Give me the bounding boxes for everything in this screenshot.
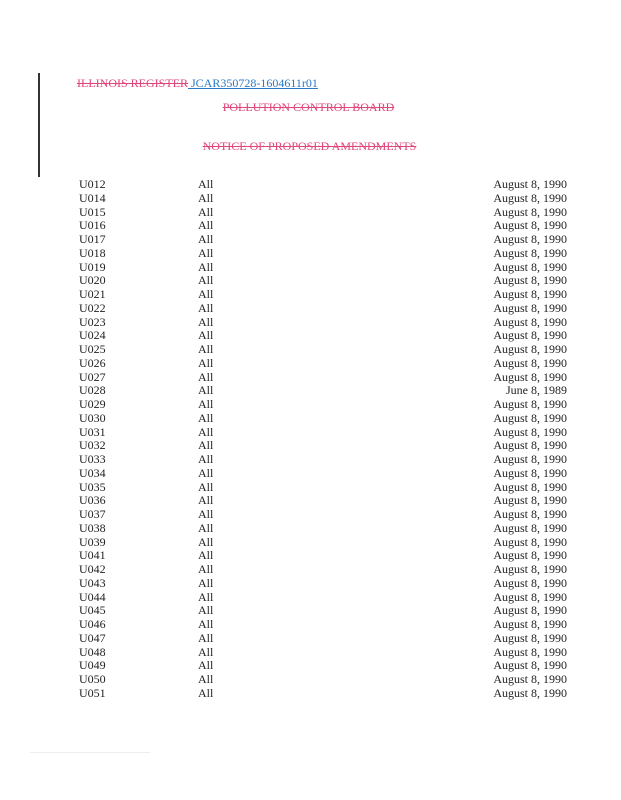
table-row [0, 453, 621, 467]
table-row [0, 563, 621, 577]
date-cell: August 8, 1990 [493, 300, 567, 315]
code-cell: U041 [79, 548, 106, 563]
table-row [0, 274, 621, 288]
scope-cell: All [198, 204, 214, 219]
table-row [0, 329, 621, 343]
code-cell: U050 [79, 672, 106, 686]
table-row [0, 508, 621, 522]
code-cell: U032 [79, 438, 106, 453]
code-cell: U029 [79, 397, 106, 411]
code-cell: U028 [79, 383, 106, 398]
code-cell: U012 [79, 177, 106, 191]
footer-divider [30, 752, 150, 753]
date-cell: August 8, 1990 [493, 287, 567, 301]
code-cell: U015 [79, 204, 106, 219]
date-cell: August 8, 1990 [493, 685, 567, 700]
notice-title: NOTICE OF PROPOSED AMENDMENTS [202, 139, 417, 153]
scope-cell: All [198, 355, 214, 370]
scope-cell: All [198, 190, 214, 205]
date-cell: August 8, 1990 [493, 245, 567, 260]
date-cell: August 8, 1990 [493, 534, 567, 549]
date-cell: August 8, 1990 [493, 658, 567, 673]
table-row [0, 343, 621, 357]
table-row [0, 646, 621, 660]
date-cell: August 8, 1990 [493, 342, 567, 356]
table-row [0, 439, 621, 453]
date-cell: August 8, 1990 [493, 190, 567, 205]
board-title: POLLUTION CONTROL BOARD [222, 100, 395, 114]
date-cell: August 8, 1990 [493, 438, 567, 453]
date-cell: August 8, 1990 [493, 644, 567, 659]
date-cell: August 8, 1990 [493, 328, 567, 343]
date-cell: August 8, 1990 [493, 465, 567, 480]
scope-cell: All [198, 493, 214, 508]
code-cell: U042 [79, 562, 106, 576]
code-cell: U046 [79, 617, 106, 631]
table-row [0, 412, 621, 426]
date-cell: August 8, 1990 [493, 314, 567, 329]
table-row [0, 357, 621, 371]
scope-cell: All [198, 342, 214, 356]
table-row [0, 302, 621, 316]
code-cell: U023 [79, 314, 106, 329]
table-row [0, 398, 621, 412]
waste-code-table [0, 178, 621, 701]
scope-cell: All [198, 232, 214, 246]
table-row [0, 659, 621, 673]
code-cell: U049 [79, 658, 106, 673]
date-cell: August 8, 1990 [493, 603, 567, 618]
scope-cell: All [198, 424, 214, 439]
scope-cell: All [198, 548, 214, 563]
date-cell: August 8, 1990 [493, 410, 567, 425]
scope-cell: All [198, 603, 214, 618]
table-row [0, 288, 621, 302]
date-cell: August 8, 1990 [493, 548, 567, 563]
scope-cell: All [198, 479, 214, 494]
table-row [0, 384, 621, 398]
date-cell: August 8, 1990 [493, 355, 567, 370]
date-cell: August 8, 1990 [493, 672, 567, 686]
code-cell: U038 [79, 520, 106, 535]
code-cell: U044 [79, 589, 106, 604]
code-cell: U026 [79, 355, 106, 370]
code-cell: U051 [79, 685, 106, 700]
date-cell: August 8, 1990 [493, 397, 567, 411]
scope-cell: All [198, 630, 214, 645]
code-cell: U019 [79, 259, 106, 274]
scope-cell: All [198, 328, 214, 343]
scope-cell: All [198, 314, 214, 329]
date-cell: August 8, 1990 [493, 493, 567, 508]
code-cell: U027 [79, 369, 106, 384]
scope-cell: All [198, 658, 214, 673]
code-cell: U035 [79, 479, 106, 494]
scope-cell: All [198, 273, 214, 288]
scope-cell: All [198, 410, 214, 425]
date-cell: August 8, 1990 [493, 479, 567, 494]
table-row [0, 673, 621, 687]
table-row [0, 522, 621, 536]
date-cell: August 8, 1990 [493, 232, 567, 246]
date-cell: June 8, 1989 [506, 383, 567, 398]
scope-cell: All [198, 177, 214, 191]
date-cell: August 8, 1990 [493, 204, 567, 219]
scope-cell: All [198, 245, 214, 260]
scope-cell: All [198, 465, 214, 480]
table-row [0, 687, 621, 701]
date-cell: August 8, 1990 [493, 273, 567, 288]
code-cell: U017 [79, 232, 106, 246]
code-cell: U033 [79, 452, 106, 466]
date-cell: August 8, 1990 [493, 177, 567, 191]
date-cell: August 8, 1990 [493, 452, 567, 466]
scope-cell: All [198, 507, 214, 521]
code-cell: U037 [79, 507, 106, 521]
scope-cell: All [198, 534, 214, 549]
table-row [0, 261, 621, 275]
date-cell: August 8, 1990 [493, 575, 567, 590]
table-row [0, 549, 621, 563]
code-cell: U045 [79, 603, 106, 618]
table-row [0, 371, 621, 385]
date-cell: August 8, 1990 [493, 424, 567, 439]
code-cell: U043 [79, 575, 106, 590]
code-cell: U039 [79, 534, 106, 549]
date-cell: August 8, 1990 [493, 218, 567, 233]
code-cell: U030 [79, 410, 106, 425]
table-row [0, 178, 621, 192]
date-cell: August 8, 1990 [493, 507, 567, 521]
code-cell: U047 [79, 630, 106, 645]
scope-cell: All [198, 259, 214, 274]
scope-cell: All [198, 438, 214, 453]
date-cell: August 8, 1990 [493, 630, 567, 645]
table-row [0, 233, 621, 247]
register-title-deleted: ILLINOIS REGISTER [77, 76, 188, 90]
code-cell: U031 [79, 424, 106, 439]
scope-cell: All [198, 383, 214, 398]
code-cell: U024 [79, 328, 106, 343]
code-cell: U048 [79, 644, 106, 659]
register-id-inserted: JCAR350728-1604611r01 [188, 76, 318, 90]
table-row [0, 618, 621, 632]
date-cell: August 8, 1990 [493, 562, 567, 576]
code-cell: U036 [79, 493, 106, 508]
table-row [0, 467, 621, 481]
code-cell: U034 [79, 465, 106, 480]
scope-cell: All [198, 575, 214, 590]
code-cell: U022 [79, 300, 106, 315]
table-row [0, 494, 621, 508]
scope-cell: All [198, 452, 214, 466]
table-row [0, 536, 621, 550]
code-cell: U016 [79, 218, 106, 233]
scope-cell: All [198, 300, 214, 315]
date-cell: August 8, 1990 [493, 259, 567, 274]
scope-cell: All [198, 562, 214, 576]
table-row [0, 316, 621, 330]
revision-change-bar [38, 73, 40, 177]
code-cell: U020 [79, 273, 106, 288]
code-cell: U014 [79, 190, 106, 205]
date-cell: August 8, 1990 [493, 369, 567, 384]
table-row [0, 591, 621, 605]
scope-cell: All [198, 369, 214, 384]
table-row [0, 604, 621, 618]
table-row [0, 426, 621, 440]
table-row [0, 577, 621, 591]
table-row [0, 632, 621, 646]
scope-cell: All [198, 685, 214, 700]
scope-cell: All [198, 520, 214, 535]
table-row [0, 481, 621, 495]
scope-cell: All [198, 397, 214, 411]
scope-cell: All [198, 672, 214, 686]
scope-cell: All [198, 617, 214, 631]
date-cell: August 8, 1990 [493, 617, 567, 631]
scope-cell: All [198, 218, 214, 233]
table-row [0, 247, 621, 261]
code-cell: U021 [79, 287, 106, 301]
scope-cell: All [198, 644, 214, 659]
scope-cell: All [198, 287, 214, 301]
table-row [0, 219, 621, 233]
register-header [77, 76, 318, 91]
code-cell: U025 [79, 342, 106, 356]
code-cell: U018 [79, 245, 106, 260]
date-cell: August 8, 1990 [493, 520, 567, 535]
table-row [0, 206, 621, 220]
scope-cell: All [198, 589, 214, 604]
table-row [0, 192, 621, 206]
date-cell: August 8, 1990 [493, 589, 567, 604]
